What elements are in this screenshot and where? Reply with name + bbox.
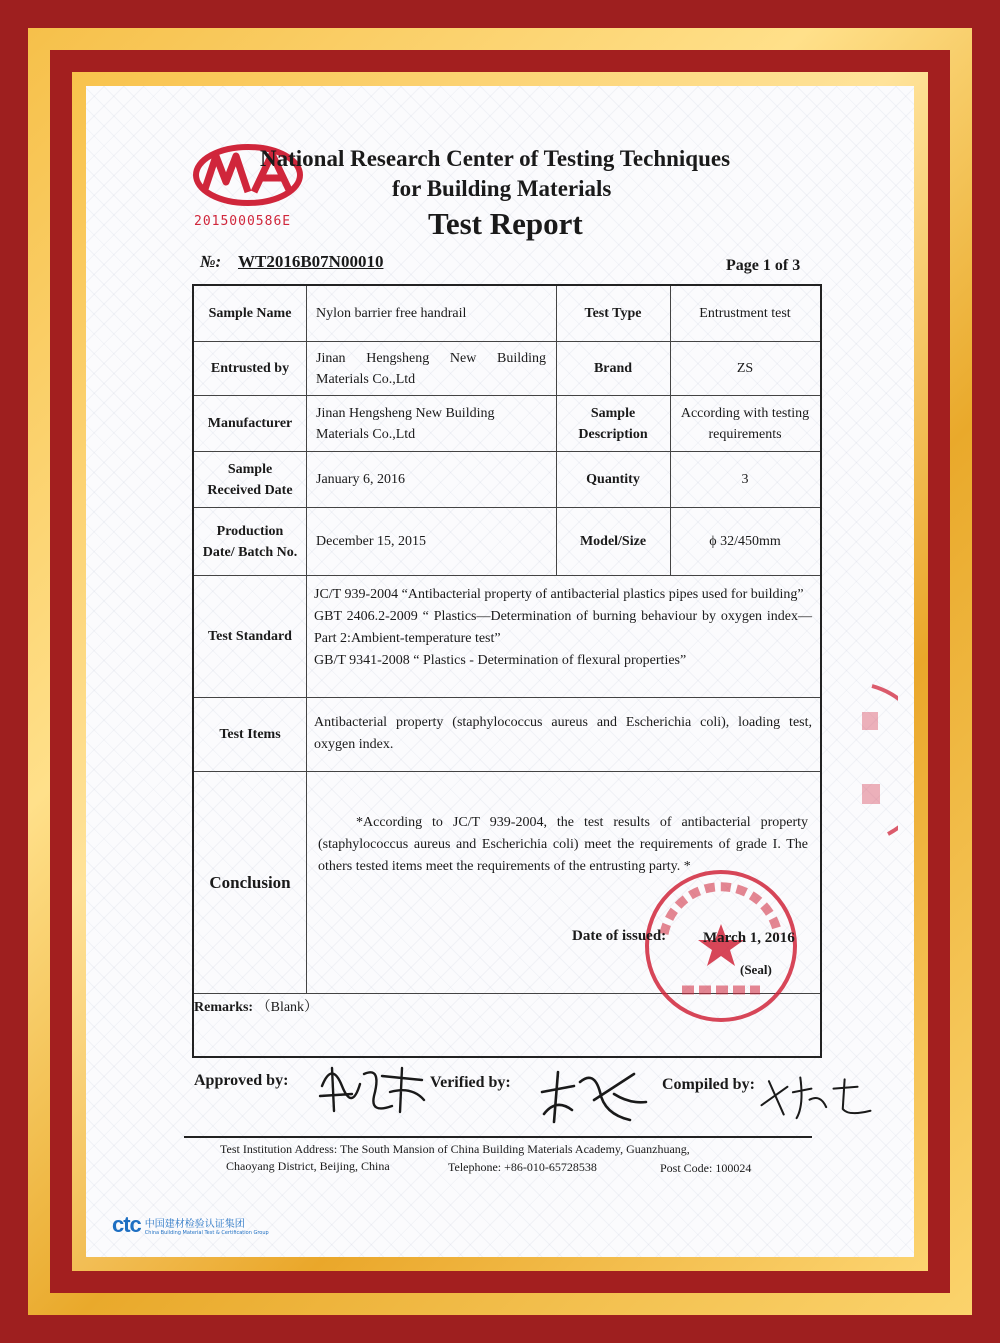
entrusted-value: Jinan Hengsheng New Building Materials Co.,Ltd: [316, 350, 546, 387]
model-size-value: ϕ 32/450mm: [709, 534, 781, 549]
approved-by-label: Approved by:: [194, 1072, 289, 1089]
brand-label: Brand: [593, 361, 633, 376]
table-divider: [556, 286, 557, 576]
test-standard-line: GBT 2406.2-2009 “ Plastics—Determination of burning behaviour by oxygen index—Part 2:Ambient-temperature test”: [314, 609, 812, 646]
quantity-label: Quantity: [586, 472, 640, 487]
seal-label: (Seal): [740, 962, 772, 977]
report-number: WT2016B07N00010: [238, 252, 384, 271]
report-title: Test Report: [428, 206, 583, 241]
test-standard-list: [306, 576, 820, 678]
test-items-cell: [306, 698, 820, 771]
institution-name-line2: for Building Materials: [392, 176, 612, 201]
remarks-label: Remarks:: [194, 1000, 254, 1015]
entrusted-label: Entrusted by: [210, 361, 290, 376]
received-date-value: January 6, 2016: [316, 472, 406, 487]
footer-divider: [184, 1136, 812, 1138]
test-standard-line: JC/T 939-2004 “Antibacterial property of antibacterial plastics pipes used for building”: [314, 587, 804, 602]
table-row: [194, 576, 820, 698]
sample-description-value: According with testing requirements: [680, 405, 810, 442]
date-issued-label: Date of issued:: [572, 928, 667, 944]
sample-name-value: Nylon barrier free handrail: [316, 306, 467, 321]
address-line2: Chaoyang District, Beijing, China: [226, 1159, 390, 1173]
model-size-label: Model/Size: [579, 534, 647, 549]
ctc-logo: [112, 1212, 269, 1238]
brand-value: ZS: [736, 361, 754, 376]
table-row: [194, 286, 820, 342]
remarks-value: （Blank）: [256, 1000, 319, 1015]
table-row: [194, 452, 820, 508]
cma-code: 2015000586E: [194, 214, 292, 229]
date-issued-value: March 1, 2016: [703, 930, 795, 946]
quantity-value: 3: [741, 472, 749, 487]
compiled-signature-icon: [756, 1066, 876, 1126]
report-number-label: №:: [200, 252, 222, 271]
test-items-value: Antibacterial property (staphylococcus aureus and Escherichia coli), loading test, oxygen index.: [314, 715, 812, 752]
test-standard-value: [306, 576, 820, 697]
side-stamp-icon: [858, 680, 898, 840]
verified-signature-icon: [534, 1064, 654, 1124]
test-standard-label: Test Standard: [208, 629, 292, 644]
table-divider: [670, 286, 671, 576]
manufacturer-label: Manufacturer: [207, 416, 293, 431]
ctc-logo-mark: ctc: [112, 1212, 141, 1237]
post-code: Post Code: 100024: [660, 1161, 752, 1175]
remarks: [194, 996, 318, 1016]
production-date-value: December 15, 2015: [316, 534, 427, 549]
sample-name-label: Sample Name: [208, 306, 292, 321]
page-indicator: Page 1 of 3: [726, 257, 801, 274]
table-divider: [306, 286, 307, 994]
table-row: [194, 342, 820, 396]
test-items-label: Test Items: [219, 727, 281, 742]
test-type-value: Entrustment test: [699, 306, 791, 321]
institution-name-line1: National Research Center of Testing Techniques: [260, 146, 731, 171]
received-date-label: Sample Received Date: [207, 461, 293, 498]
production-date-label: Production Date/ Batch No.: [202, 523, 298, 560]
telephone: Telephone: +86-010-65728538: [448, 1160, 597, 1174]
table-row: [194, 396, 820, 452]
address-line1: Test Institution Address: The South Mansion of China Building Materials Academy, Guanzhuang,: [220, 1142, 690, 1156]
sample-description-label: Sample Description: [578, 405, 648, 442]
ctc-name-cn: 中国建材检验认证集团: [144, 1218, 245, 1230]
ctc-logo-text: [145, 1215, 269, 1236]
manufacturer-value: Jinan Hengsheng New Building Materials Co.,Ltd: [316, 405, 495, 442]
ctc-name-en: China Building Material Test & Certification Group: [144, 1229, 269, 1236]
test-standard-line: GB/T 9341-2008 “ Plastics - Determination of flexural properties”: [314, 653, 687, 668]
table-row: [194, 698, 820, 772]
test-type-label: Test Type: [584, 306, 642, 321]
compiled-by-label: Compiled by:: [662, 1076, 755, 1093]
table-row: [194, 508, 820, 576]
approved-signature-icon: [312, 1056, 432, 1116]
verified-by-label: Verified by:: [430, 1074, 511, 1091]
conclusion-label: Conclusion: [209, 872, 291, 892]
conclusion-value: *According to JC/T 939-2004, the test results of antibacterial property (staphylococcus aureus and Escherichia coli) meet the requirements of grade I. The others tested items meet the requirements of the entrusting party. *: [318, 815, 808, 874]
